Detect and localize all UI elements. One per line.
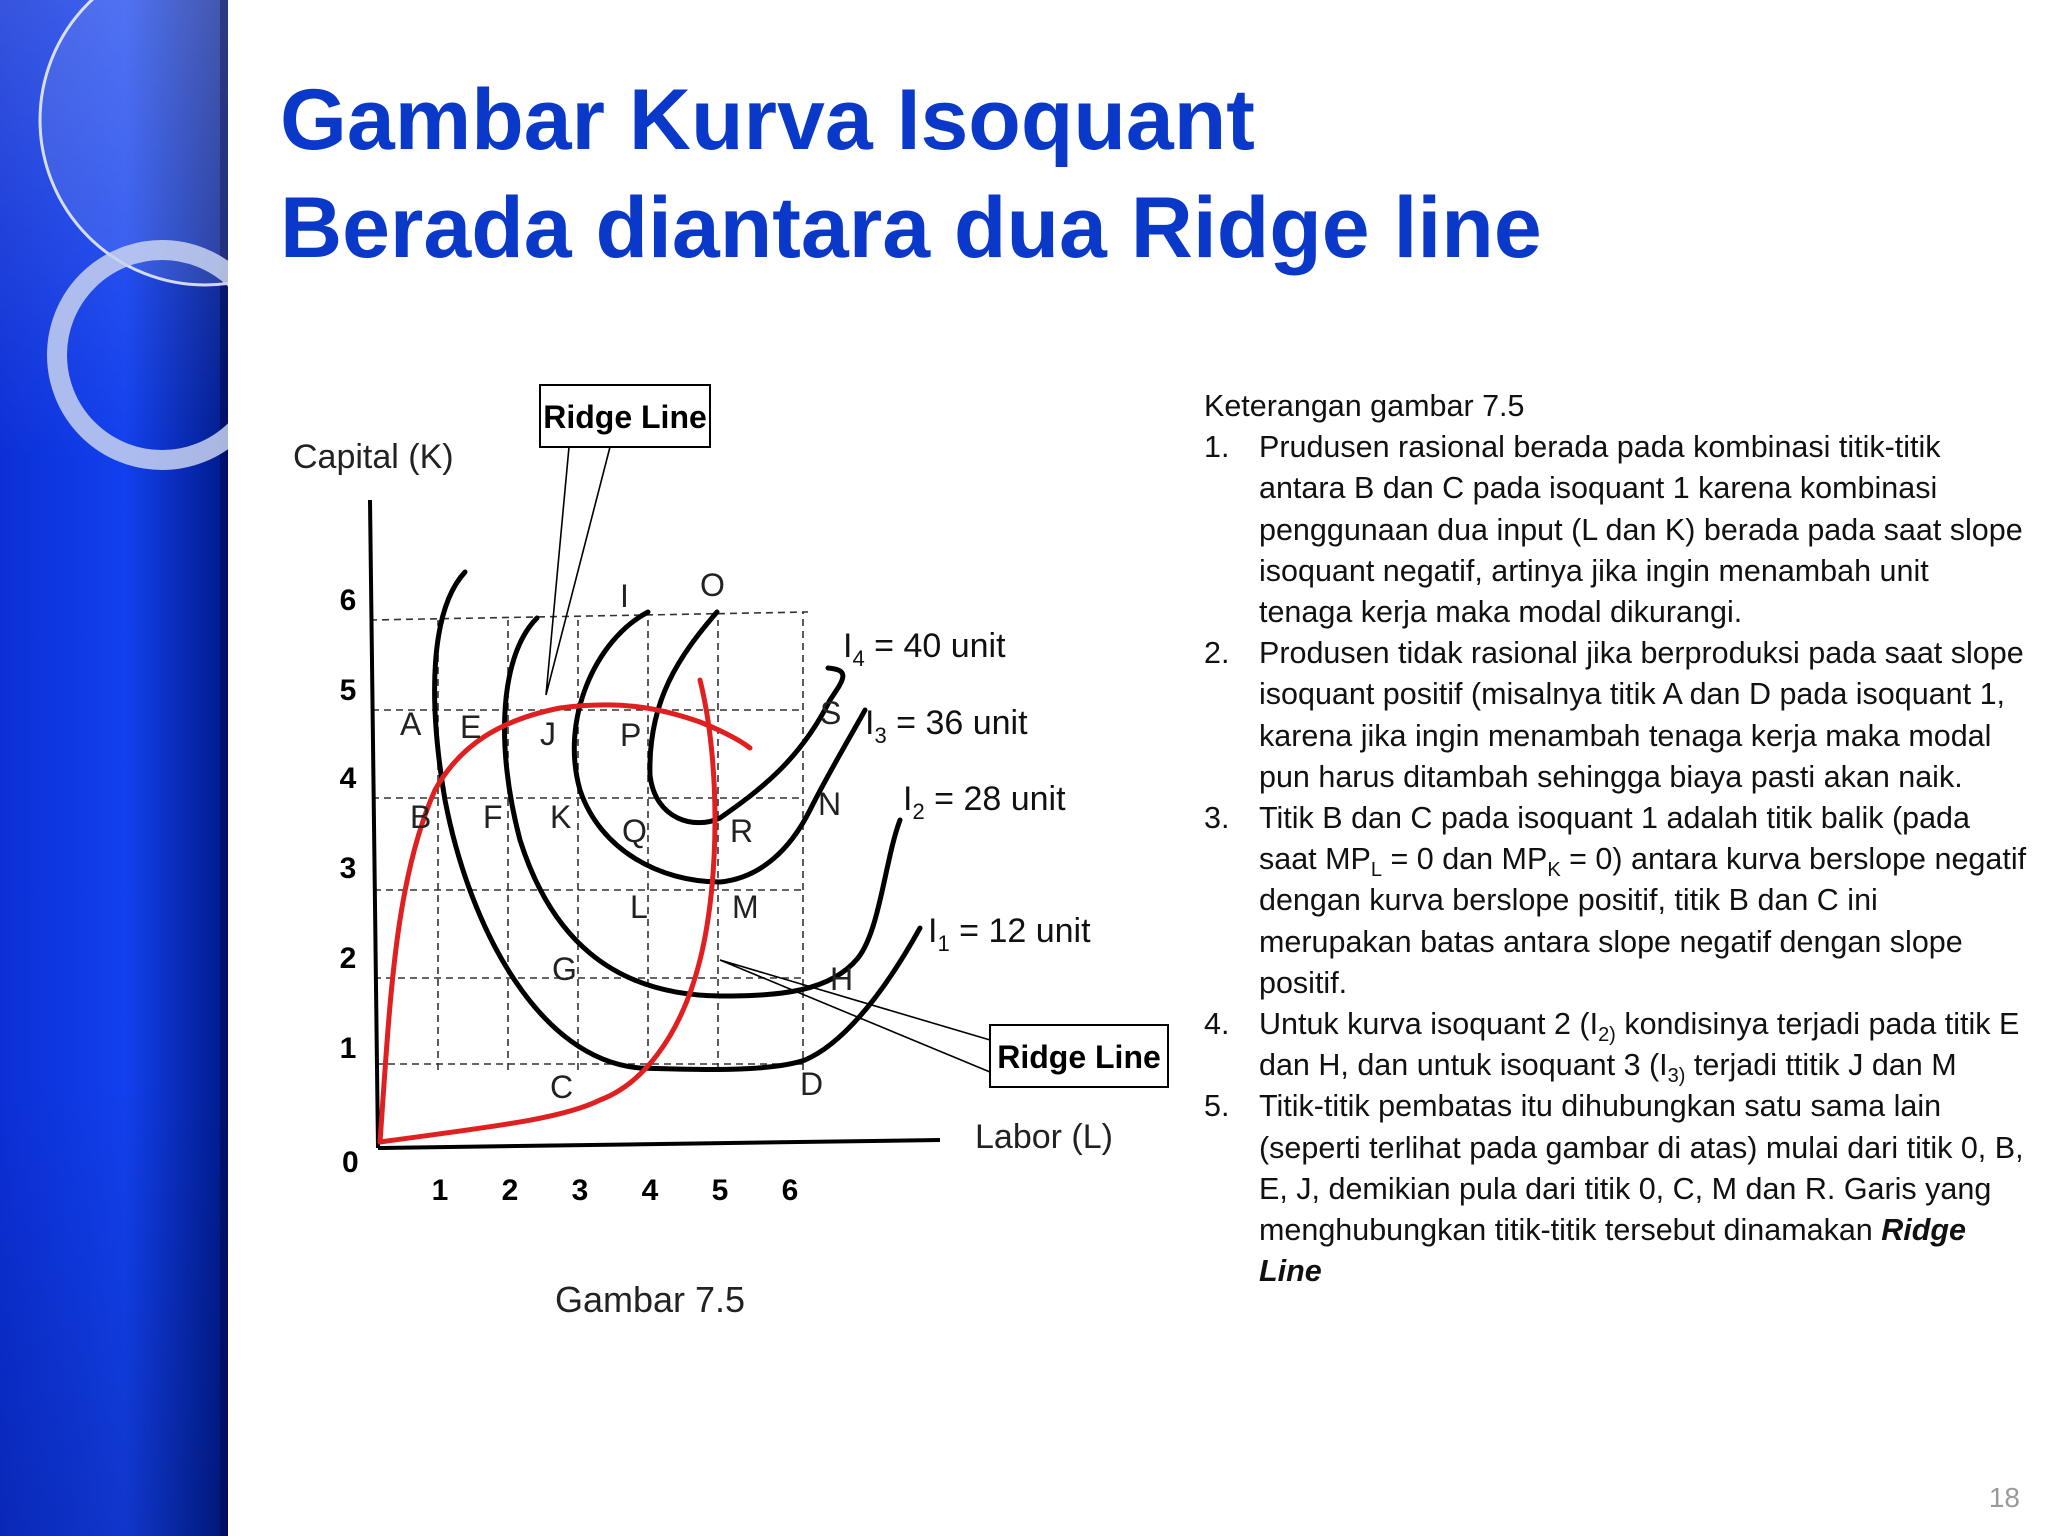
y-tick-labels bbox=[340, 584, 357, 1065]
point-label-L: L bbox=[630, 889, 648, 925]
point-label-G: G bbox=[552, 951, 577, 987]
page-number: 18 bbox=[1988, 1482, 2020, 1513]
notes-item-4-text-a: Untuk kurva isoquant 2 (I bbox=[1259, 1007, 1599, 1042]
y-tick-3: 3 bbox=[339, 852, 357, 885]
isoquant-label-i2: $I_2 = 28$ unit bbox=[903, 780, 1066, 824]
point-label-O: O bbox=[700, 567, 725, 603]
notes-item-4-text-c: terjadi ttitik J dan M bbox=[1685, 1048, 1957, 1083]
x-tick-4: 4 bbox=[641, 1174, 659, 1207]
point-labels bbox=[400, 567, 853, 1105]
y-axis-title: Capital (K) bbox=[293, 438, 454, 476]
isoquant-label-i1: $I_1 = 12$ unit bbox=[928, 912, 1091, 956]
ridge-line-callout-bottom-text: Ridge Line bbox=[997, 1039, 1161, 1075]
notes-panel bbox=[1204, 386, 2030, 1292]
x-tick-2: 2 bbox=[501, 1174, 519, 1207]
isoquant-i3-curve bbox=[574, 612, 865, 882]
isoquant-label-i3: $I_3 = 36$ unit bbox=[865, 704, 1028, 748]
notes-item-2 bbox=[1204, 633, 2030, 798]
notes-item-1 bbox=[1204, 427, 2030, 633]
notes-item-3-text-c: = 0) antara kurva berslope negatif dengan kurva berslope positif, titik B dan C ini merupakan batas antara slope negatif dengan slope positif. bbox=[1259, 842, 2027, 1000]
notes-item-5-text: Titik-titik pembatas itu dihubungkan satu sama lain (seperti terlihat pada gambar di atas) mulai dari titik 0, B, E, J, demikian pula dari titik 0, C, M dan R. Garis yang menghubungkan titik-titik tersebut dinamakan bbox=[1259, 1089, 2024, 1248]
x-tick-1: 1 bbox=[431, 1174, 449, 1207]
point-label-E: E bbox=[460, 709, 482, 745]
point-label-R: R bbox=[730, 813, 754, 849]
notes-item-2-text: Produsen tidak rasional jika berproduksi pada saat slope isoquant positif (misalnya titik A dan D pada isoquant 1, karena jika ingin menambah tenaga kerja maka modal pun harus ditambah sehingga biaya pasti akan naik. bbox=[1259, 636, 2024, 794]
point-label-H: H bbox=[830, 961, 854, 997]
y-tick-5: 5 bbox=[339, 674, 357, 707]
notes-item-4-text-b: kondisinya terjadi pada titik E dan H, dan untuk isoquant 3 (I bbox=[1259, 1007, 2020, 1083]
point-label-I: I bbox=[620, 578, 629, 614]
isoquant-label-i4: $I_4 = 40$ unit bbox=[843, 627, 1006, 671]
point-label-Q: Q bbox=[622, 813, 647, 849]
notes-item-4-sub-b: 3) bbox=[1667, 1065, 1686, 1088]
x-tick-labels bbox=[432, 1174, 799, 1207]
point-label-K: K bbox=[550, 799, 572, 835]
point-label-D: D bbox=[800, 1066, 824, 1102]
point-label-S: S bbox=[820, 695, 842, 731]
x-axis bbox=[378, 1140, 940, 1148]
ridge-line-callout-top-text: Ridge Line bbox=[543, 399, 707, 435]
notes-item-4-sub-a: 2) bbox=[1598, 1024, 1616, 1047]
y-axis bbox=[370, 500, 378, 1148]
origin-label: 0 bbox=[342, 1146, 359, 1179]
ridge-line-callout-bottom bbox=[990, 1025, 1168, 1087]
point-label-M: M bbox=[732, 889, 759, 925]
y-tick-1: 1 bbox=[339, 1032, 357, 1065]
x-tick-3: 3 bbox=[571, 1174, 589, 1207]
point-label-J: J bbox=[540, 716, 556, 752]
ridge-line-callout-top bbox=[540, 385, 710, 447]
point-label-C: C bbox=[550, 1069, 574, 1105]
point-label-F: F bbox=[483, 799, 503, 835]
x-axis-title: Labor (L) bbox=[975, 1118, 1113, 1156]
notes-list bbox=[1204, 427, 2030, 1292]
notes-item-3 bbox=[1204, 798, 2030, 1004]
notes-item-3-text-a: Titik B dan C pada isoquant 1 adalah titik balik (pada saat MP bbox=[1259, 801, 1970, 877]
notes-item-5-emphasis: Ridge Line bbox=[1259, 1213, 1966, 1289]
notes-heading: Keterangan gambar 7.5 bbox=[1204, 389, 1525, 423]
notes-item-4-number: 4. bbox=[1204, 1007, 1230, 1042]
notes-item-1-text: Prudusen rasional berada pada kombinasi titik-titik antara B dan C pada isoquant 1 karena kombinasi penggunaan dua input (L dan K) berada pada saat slope isoquant negatif, artinya jika ingin menambah unit tenaga kerja maka modal dikurangi. bbox=[1259, 430, 2023, 630]
notes-item-4 bbox=[1204, 1004, 2030, 1086]
notes-item-2-number: 2. bbox=[1204, 636, 1230, 671]
point-label-A: A bbox=[400, 706, 422, 742]
notes-item-3-sub-a: L bbox=[1370, 859, 1382, 882]
label-pointers bbox=[546, 447, 990, 1072]
axes bbox=[370, 500, 940, 1148]
notes-item-3-text-b: = 0 dan MP bbox=[1382, 842, 1548, 877]
notes-item-3-sub-b: K bbox=[1547, 859, 1561, 882]
notes-item-5-number: 5. bbox=[1204, 1089, 1230, 1124]
slide-title-line2: Berada diantara dua Ridge line bbox=[280, 180, 1542, 276]
diagram-caption: Gambar 7.5 bbox=[554, 1279, 746, 1320]
slide-title-line1: Gambar Kurva Isoquant bbox=[280, 72, 1255, 168]
notes-item-5 bbox=[1204, 1086, 2030, 1292]
point-label-P: P bbox=[620, 717, 642, 753]
point-label-N: N bbox=[818, 786, 842, 822]
x-tick-6: 6 bbox=[781, 1174, 799, 1207]
y-tick-2: 2 bbox=[339, 942, 357, 975]
y-tick-4: 4 bbox=[339, 762, 357, 795]
point-label-B: B bbox=[410, 799, 432, 835]
x-tick-5: 5 bbox=[711, 1174, 729, 1207]
y-tick-6: 6 bbox=[339, 584, 357, 617]
notes-item-3-number: 3. bbox=[1204, 801, 1230, 836]
notes-item-1-number: 1. bbox=[1204, 430, 1230, 465]
